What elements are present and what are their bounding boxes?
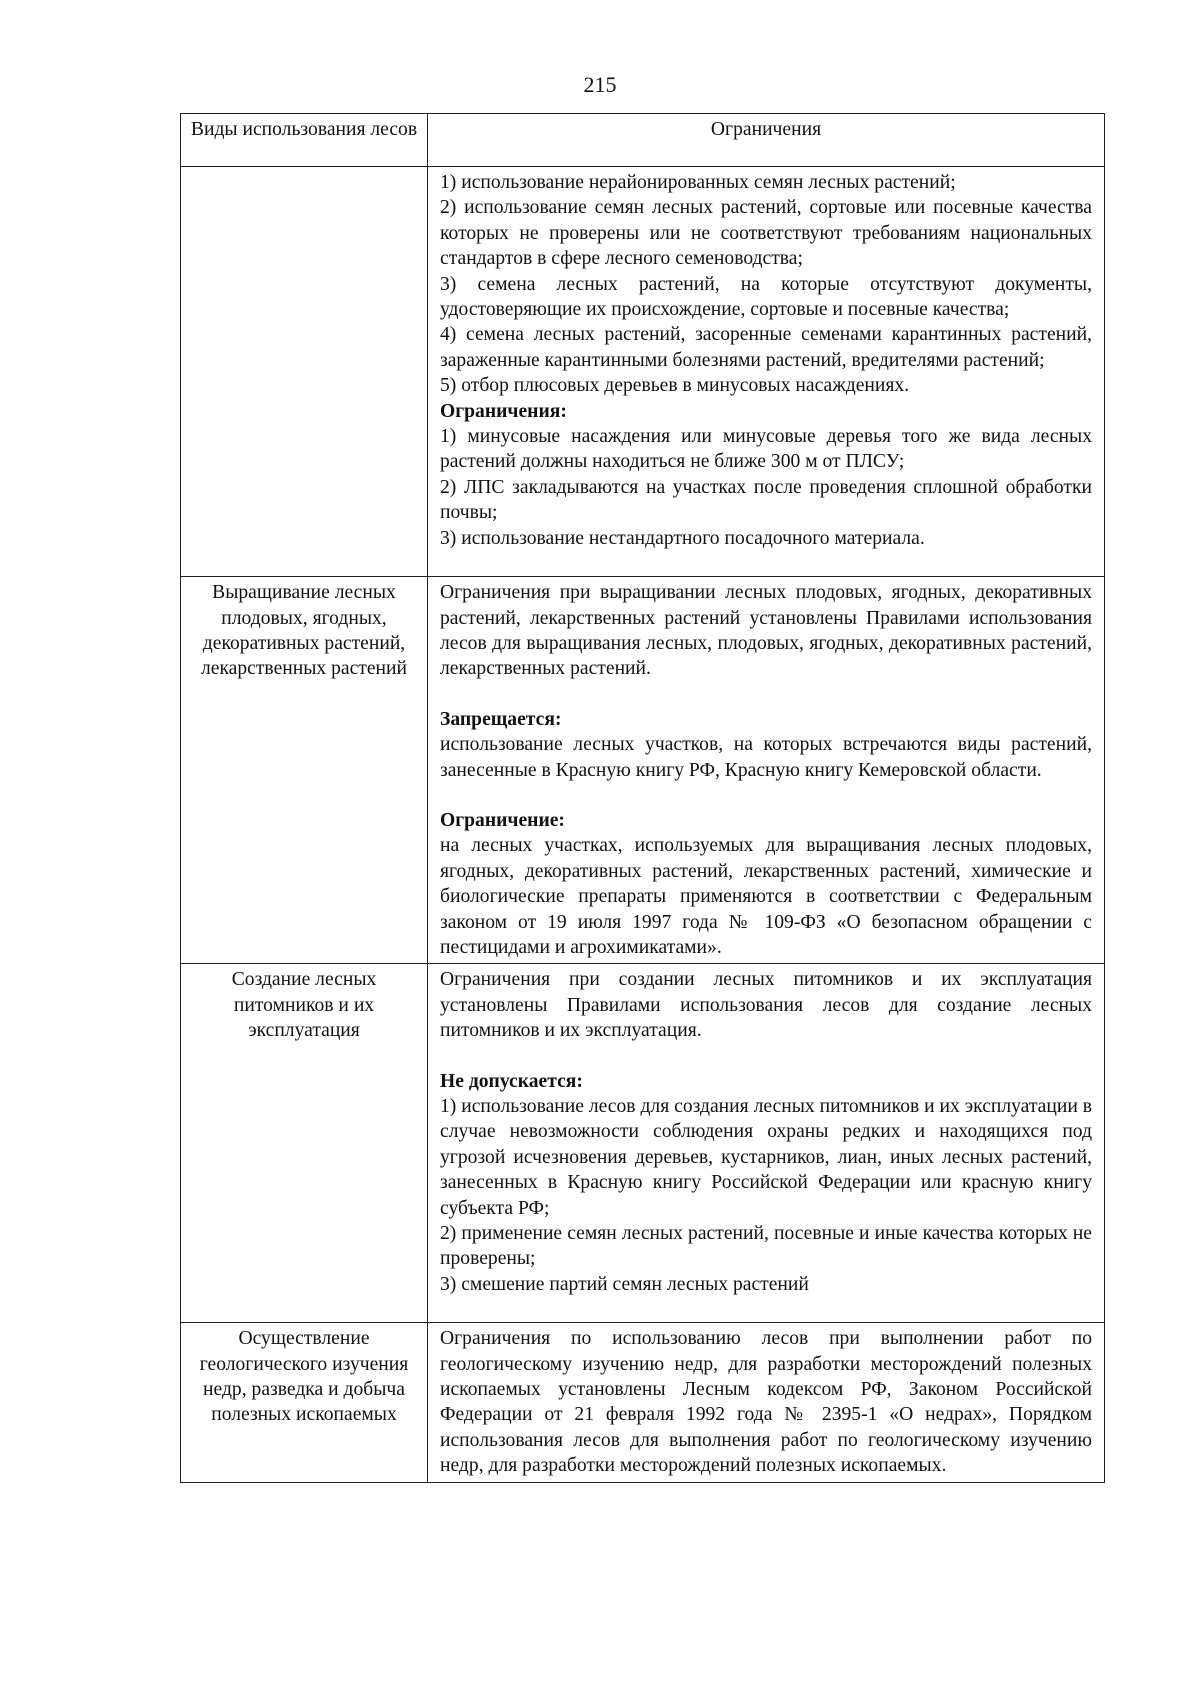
table-row <box>181 1323 1105 1482</box>
use-type-cell <box>181 167 428 577</box>
restrictions-cell <box>428 964 1105 1323</box>
table-row <box>181 167 1105 577</box>
restriction-item: 4) семена лесных растений, засоренные семенами карантинных растений, зараженные карантинными болезнями растений, вредителями растений; <box>440 324 1092 371</box>
forest-use-restrictions-table <box>180 113 1105 1483</box>
restrictions-cell <box>428 577 1105 964</box>
restriction-paragraph: Ограничения при выращивании лесных плодовых, ягодных, декоративных растений, лекарственных растений установлены Правилами использования лесов для выращивания лесных, плодовых, ягодных, декоративных растений, лекарственных растений. <box>440 582 1092 680</box>
use-type-cell: Выращивание лесных плодовых, ягодных, декоративных растений, лекарственных растений <box>181 577 428 964</box>
table-row <box>181 964 1105 1323</box>
restriction-item: 1) использование лесов для создания лесных питомников и их эксплуатации в случае невозможности соблюдения охраны редких и находящихся под угрозой исчезновения деревьев, кустарников, лиан, иных лесных растений, занесенных в Красную книгу Российской Федерации или красную книгу субъекта РФ; <box>440 1096 1092 1219</box>
restrictions-cell <box>428 1323 1105 1482</box>
section-heading: Запрещается: <box>440 708 562 730</box>
restriction-item: 2) ЛПС закладываются на участках после проведения сплошной обработки почвы; <box>440 476 1092 524</box>
restrictions-cell <box>428 167 1105 577</box>
header-restrictions: Ограничения <box>428 114 1105 167</box>
restriction-paragraph: использование лесных участков, на которых встречаются виды растений, занесенные в Красную книгу РФ, Красную книгу Кемеровской области. <box>440 734 1092 781</box>
restriction-item: 2) применение семян лесных растений, посевные и иные качества которых не проверены; <box>440 1223 1092 1270</box>
section-heading: Ограничение: <box>440 809 565 831</box>
restriction-item: 1) минусовые насаждения или минусовые деревья того же вида лесных растений должны находиться не ближе 300 м от ПЛСУ; <box>440 426 1092 473</box>
header-use-types: Виды использования лесов <box>181 114 428 167</box>
use-type-cell: Осуществление геологического изучения недр, разведка и добыча полезных ископаемых <box>181 1323 428 1482</box>
table-row <box>181 577 1105 964</box>
table-header-row <box>181 114 1105 167</box>
restriction-item: 3) семена лесных растений, на которые отсутствуют документы, удостоверяющие их происхождение, сортовые и посевные качества; <box>440 273 1092 321</box>
restriction-item: 1) использование нерайонированных семян лесных растений; <box>440 172 956 193</box>
section-heading: Не допускается: <box>440 1070 583 1092</box>
page-number: 215 <box>583 72 617 97</box>
restriction-paragraph: на лесных участках, используемых для выращивания лесных плодовых, ягодных, декоративных растений, лекарственных растений, химические и биологические препараты применяются в соответствии с Федеральным законом от 19 июля 1997 года № 109-ФЗ «О безопасном обращении с пестицидами и агрохимикатами». <box>440 835 1092 958</box>
restriction-paragraph: Ограничения по использованию лесов при выполнении работ по геологическому изучению недр, для разработки месторождений полезных ископаемых установлены Лесным кодексом РФ, Законом Российской Федерации от 21 февраля 1992 года № 2395-1 «О недрах», Порядком использования лесов для выполнения работ по геологическому изучению недр, для разработки месторождений полезных ископаемых. <box>440 1328 1092 1477</box>
restriction-item: 5) отбор плюсовых деревьев в минусовых насаждениях. <box>440 375 910 397</box>
restriction-paragraph: Ограничения при создании лесных питомников и их эксплуатация установлены Правилами использования лесов для создание лесных питомников и их эксплуатация. <box>440 969 1092 1042</box>
section-heading: Ограничения: <box>440 400 567 422</box>
restriction-item: 2) использование семян лесных растений, сортовые или посевные качества которых не проверены или не соответствуют требованиям национальных стандартов в сфере лесного семеноводства; <box>440 197 1092 270</box>
restriction-item: 3) использование нестандартного посадочного материала. <box>440 527 925 549</box>
use-type-cell: Создание лесных питомников и их эксплуатация <box>181 964 428 1323</box>
restriction-item: 3) смешение партий семян лесных растений <box>440 1273 809 1295</box>
